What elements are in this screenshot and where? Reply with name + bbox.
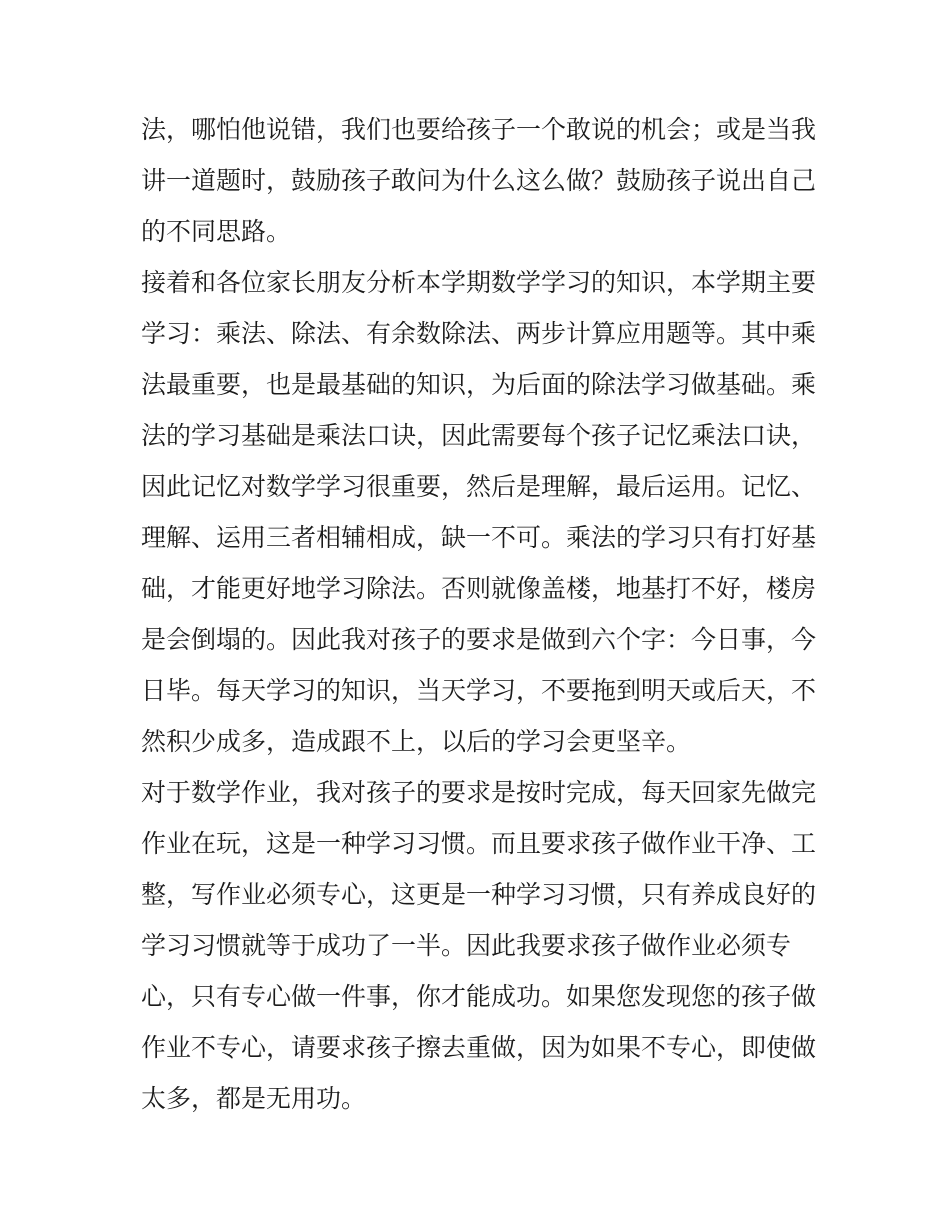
text-line: 对于数学作业，我对孩子的要求是按时完成，每天回家先做完 [141, 778, 817, 807]
text-line: 然积少成多，造成跟不上，以后的学习会更坚辛。 [141, 727, 692, 756]
text-line: 学习：乘法、除法、有余数除法、两步计算应用题等。其中乘 [141, 319, 817, 348]
text-line: 法的学习基础是乘法口诀，因此需要每个孩子记忆乘法口诀， [141, 421, 817, 450]
paragraph-2 [141, 257, 817, 767]
text-line: 的不同思路。 [141, 217, 292, 246]
text-line: 作业在玩，这是一种学习习惯。而且要求孩子做作业干净、工 [141, 829, 817, 858]
text-line: 础，才能更好地学习除法。否则就像盖楼，地基打不好，楼房 [141, 574, 817, 603]
text-line: 是会倒塌的。因此我对孩子的要求是做到六个字：今日事，今 [141, 625, 817, 654]
text-line: 接着和各位家长朋友分析本学期数学学习的知识，本学期主要 [141, 268, 817, 297]
text-line: 日毕。每天学习的知识，当天学习，不要拖到明天或后天，不 [141, 676, 817, 705]
text-line: 理解、运用三者相辅相成，缺一不可。乘法的学习只有打好基 [141, 523, 817, 552]
text-line: 法，哪怕他说错，我们也要给孩子一个敢说的机会；或是当我 [141, 115, 817, 144]
text-line: 法最重要，也是最基础的知识，为后面的除法学习做基础。乘 [141, 370, 817, 399]
text-line: 心，只有专心做一件事，你才能成功。如果您发现您的孩子做 [141, 982, 817, 1011]
text-line: 讲一道题时，鼓励孩子敢问为什么这么做？鼓励孩子说出自己 [141, 166, 817, 195]
paragraph-3 [141, 767, 817, 1124]
text-line: 作业不专心，请要求孩子擦去重做，因为如果不专心，即使做 [141, 1033, 817, 1062]
text-line: 整，写作业必须专心，这更是一种学习习惯，只有养成良好的 [141, 880, 817, 909]
text-line: 太多，都是无用功。 [141, 1084, 367, 1113]
text-line: 因此记忆对数学学习很重要，然后是理解，最后运用。记忆、 [141, 472, 817, 501]
paragraph-1 [141, 104, 817, 257]
text-line: 学习习惯就等于成功了一半。因此我要求孩子做作业必须专 [141, 931, 792, 960]
document-body [141, 104, 817, 1124]
